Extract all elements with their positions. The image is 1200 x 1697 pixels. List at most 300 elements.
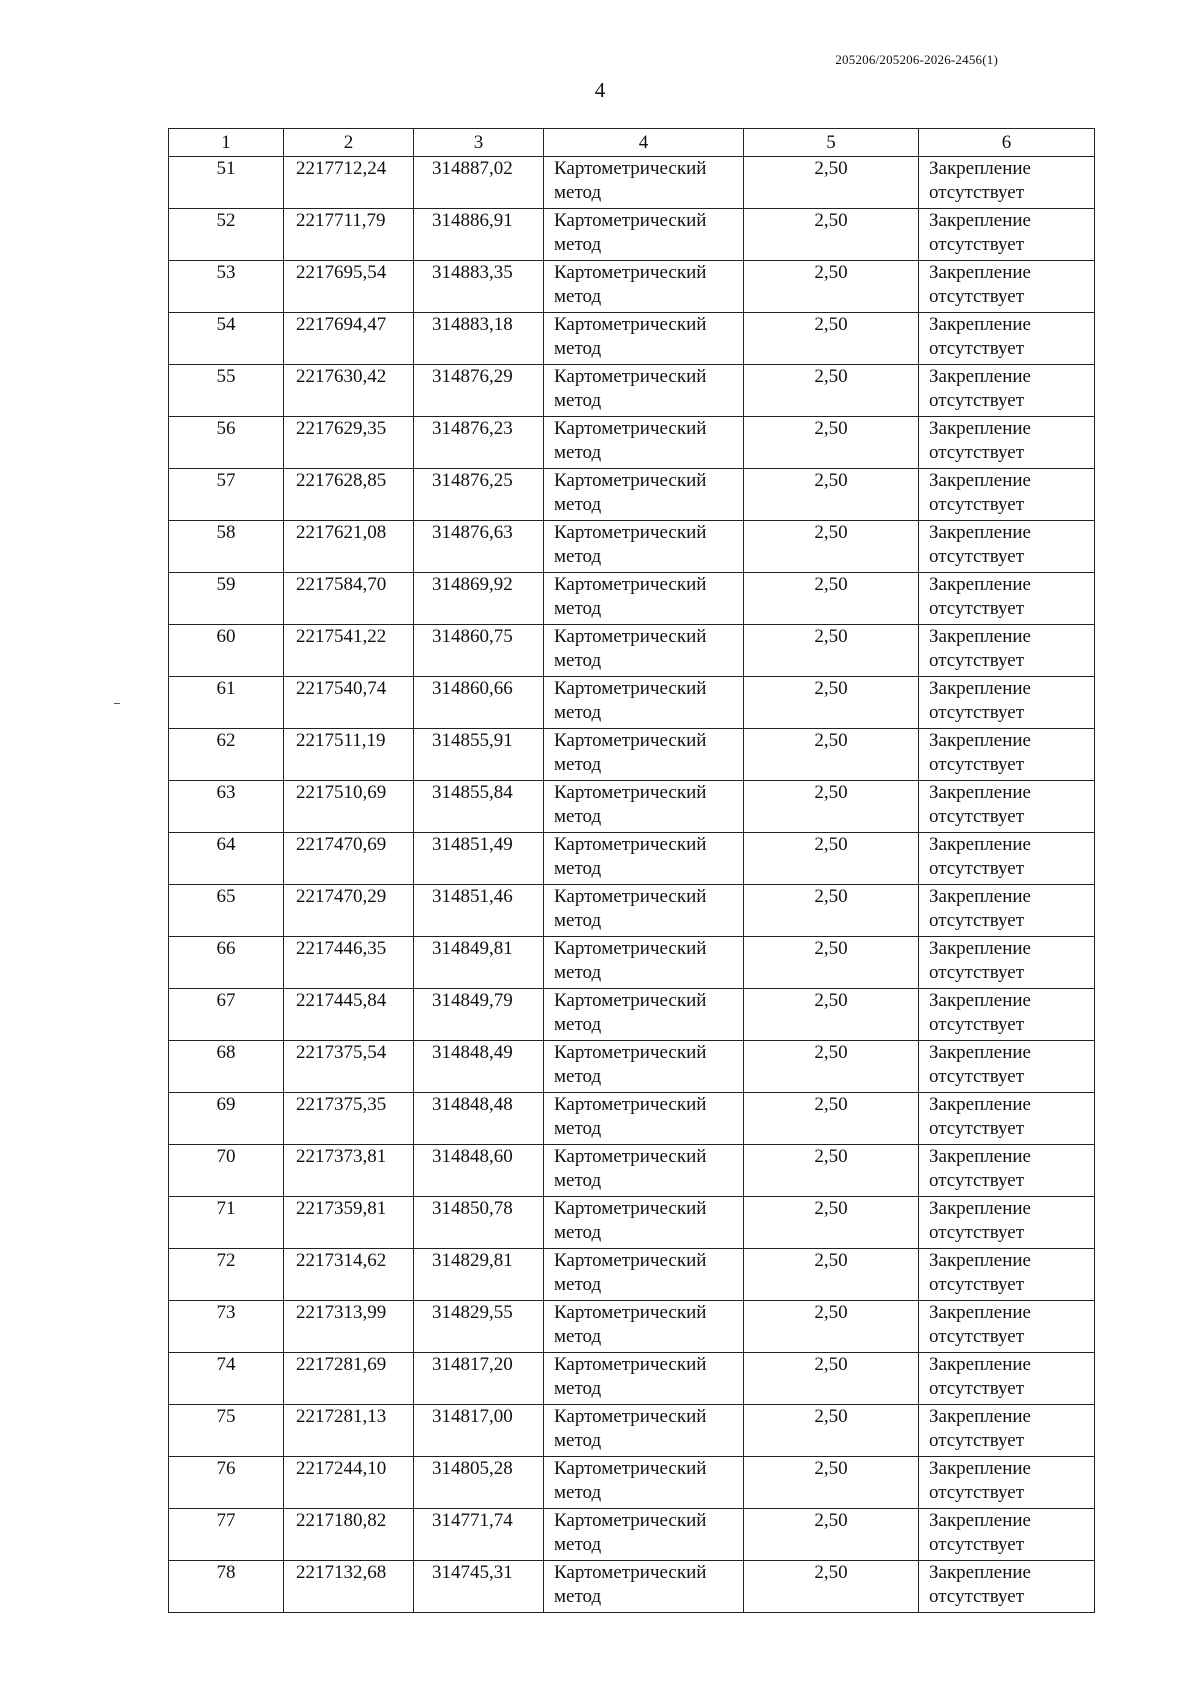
point-number-cell: 77 [169, 1509, 284, 1561]
coordinate-y-cell: 314869,92 [414, 573, 544, 625]
fixation-cell-line-2: отсутствует [929, 1482, 1025, 1503]
table-row [169, 1249, 1095, 1301]
point-number-cell: 61 [169, 677, 284, 729]
accuracy-cell: 2,50 [744, 885, 919, 937]
method-cell [544, 209, 744, 261]
method-cell-line-2: метод [554, 234, 602, 255]
point-number-cell: 68 [169, 1041, 284, 1093]
accuracy-cell: 2,50 [744, 313, 919, 365]
point-number-cell: 65 [169, 885, 284, 937]
fixation-cell-line-2: отсутствует [929, 182, 1025, 203]
method-cell [544, 1301, 744, 1353]
fixation-cell-line-2: отсутствует [929, 650, 1025, 671]
accuracy-cell: 2,50 [744, 625, 919, 677]
method-cell-line-1: Картометрический [554, 886, 707, 907]
table-row [169, 1353, 1095, 1405]
method-cell-line-2: метод [554, 650, 602, 671]
coordinate-x-cell: 2217628,85 [284, 469, 414, 521]
fixation-cell-line-2: отсутствует [929, 754, 1025, 775]
accuracy-cell: 2,50 [744, 1249, 919, 1301]
table-row [169, 417, 1095, 469]
column-header: 1 [169, 129, 284, 157]
accuracy-cell: 2,50 [744, 1197, 919, 1249]
column-header: 3 [414, 129, 544, 157]
method-cell [544, 157, 744, 209]
fixation-cell-line-2: отсутствует [929, 338, 1025, 359]
coordinate-y-cell: 314851,46 [414, 885, 544, 937]
method-cell [544, 313, 744, 365]
fixation-cell-line-1: Закрепление [929, 626, 1031, 647]
point-number-cell: 57 [169, 469, 284, 521]
coordinate-y-cell: 314876,63 [414, 521, 544, 573]
page-number: 4 [594, 78, 606, 102]
fixation-cell [919, 677, 1095, 729]
coordinate-x-cell: 2217359,81 [284, 1197, 414, 1249]
method-cell-line-2: метод [554, 1430, 602, 1451]
method-cell-line-1: Картометрический [554, 418, 707, 439]
fixation-cell [919, 1405, 1095, 1457]
point-number-cell: 58 [169, 521, 284, 573]
fixation-cell-line-1: Закрепление [929, 314, 1031, 335]
fixation-cell [919, 885, 1095, 937]
method-cell-line-2: метод [554, 598, 602, 619]
method-cell-line-2: метод [554, 1014, 602, 1035]
method-cell [544, 417, 744, 469]
method-cell-line-1: Картометрический [554, 1406, 707, 1427]
table-row [169, 521, 1095, 573]
method-cell-line-2: метод [554, 1274, 602, 1295]
fixation-cell-line-2: отсутствует [929, 598, 1025, 619]
fixation-cell [919, 1041, 1095, 1093]
fixation-cell [919, 1093, 1095, 1145]
accuracy-cell: 2,50 [744, 469, 919, 521]
table-row [169, 677, 1095, 729]
table-row [169, 365, 1095, 417]
accuracy-cell: 2,50 [744, 1353, 919, 1405]
method-cell [544, 1197, 744, 1249]
coordinate-x-cell: 2217511,19 [284, 729, 414, 781]
coordinate-y-cell: 314887,02 [414, 157, 544, 209]
coordinate-y-cell: 314848,60 [414, 1145, 544, 1197]
fixation-cell [919, 365, 1095, 417]
fixation-cell [919, 1301, 1095, 1353]
point-number-cell: 63 [169, 781, 284, 833]
method-cell-line-2: метод [554, 754, 602, 775]
method-cell-line-2: метод [554, 286, 602, 307]
method-cell-line-1: Картометрический [554, 626, 707, 647]
method-cell [544, 261, 744, 313]
fixation-cell-line-1: Закрепление [929, 1042, 1031, 1063]
fixation-cell-line-2: отсутствует [929, 858, 1025, 879]
method-cell [544, 781, 744, 833]
fixation-cell [919, 1509, 1095, 1561]
fixation-cell [919, 1249, 1095, 1301]
fixation-cell-line-2: отсутствует [929, 390, 1025, 411]
coordinate-y-cell: 314860,66 [414, 677, 544, 729]
fixation-cell [919, 573, 1095, 625]
fixation-cell-line-2: отсутствует [929, 1222, 1025, 1243]
margin-mark [114, 703, 120, 704]
method-cell-line-2: метод [554, 702, 602, 723]
point-number-cell: 74 [169, 1353, 284, 1405]
method-cell-line-2: метод [554, 1170, 602, 1191]
point-number-cell: 71 [169, 1197, 284, 1249]
point-number-cell: 59 [169, 573, 284, 625]
coordinate-y-cell: 314805,28 [414, 1457, 544, 1509]
method-cell-line-1: Картометрический [554, 834, 707, 855]
method-cell-line-1: Картометрический [554, 158, 707, 179]
method-cell-line-1: Картометрический [554, 366, 707, 387]
coordinate-y-cell: 314848,49 [414, 1041, 544, 1093]
coordinate-x-cell: 2217540,74 [284, 677, 414, 729]
coordinate-x-cell: 2217629,35 [284, 417, 414, 469]
accuracy-cell: 2,50 [744, 729, 919, 781]
method-cell [544, 885, 744, 937]
accuracy-cell: 2,50 [744, 209, 919, 261]
fixation-cell-line-2: отсутствует [929, 1274, 1025, 1295]
accuracy-cell: 2,50 [744, 573, 919, 625]
method-cell-line-2: метод [554, 338, 602, 359]
coordinate-x-cell: 2217281,13 [284, 1405, 414, 1457]
fixation-cell [919, 157, 1095, 209]
point-number-cell: 55 [169, 365, 284, 417]
fixation-cell-line-2: отсутствует [929, 1326, 1025, 1347]
fixation-cell-line-1: Закрепление [929, 678, 1031, 699]
fixation-cell-line-1: Закрепление [929, 158, 1031, 179]
fixation-cell [919, 781, 1095, 833]
column-header: 4 [544, 129, 744, 157]
table-row [169, 625, 1095, 677]
table-row [169, 1457, 1095, 1509]
point-number-cell: 53 [169, 261, 284, 313]
coordinate-x-cell: 2217711,79 [284, 209, 414, 261]
method-cell-line-1: Картометрический [554, 1250, 707, 1271]
accuracy-cell: 2,50 [744, 833, 919, 885]
fixation-cell-line-2: отсутствует [929, 234, 1025, 255]
table-row [169, 1093, 1095, 1145]
point-number-cell: 76 [169, 1457, 284, 1509]
coordinate-y-cell: 314851,49 [414, 833, 544, 885]
fixation-cell-line-1: Закрепление [929, 938, 1031, 959]
accuracy-cell: 2,50 [744, 1145, 919, 1197]
method-cell-line-1: Картометрический [554, 782, 707, 803]
method-cell-line-2: метод [554, 910, 602, 931]
coordinate-y-cell: 314849,81 [414, 937, 544, 989]
point-number-cell: 66 [169, 937, 284, 989]
accuracy-cell: 2,50 [744, 781, 919, 833]
fixation-cell-line-1: Закрепление [929, 262, 1031, 283]
method-cell-line-2: метод [554, 1118, 602, 1139]
fixation-cell-line-2: отсутствует [929, 546, 1025, 567]
point-number-cell: 54 [169, 313, 284, 365]
method-cell-line-1: Картометрический [554, 1094, 707, 1115]
fixation-cell-line-1: Закрепление [929, 1198, 1031, 1219]
coordinate-y-cell: 314876,29 [414, 365, 544, 417]
table-row [169, 1197, 1095, 1249]
accuracy-cell: 2,50 [744, 365, 919, 417]
method-cell [544, 1457, 744, 1509]
fixation-cell-line-2: отсутствует [929, 1170, 1025, 1191]
table-row [169, 469, 1095, 521]
fixation-cell-line-1: Закрепление [929, 418, 1031, 439]
coordinate-y-cell: 314886,91 [414, 209, 544, 261]
coordinate-y-cell: 314883,18 [414, 313, 544, 365]
method-cell-line-1: Картометрический [554, 470, 707, 491]
point-number-cell: 67 [169, 989, 284, 1041]
coordinate-y-cell: 314855,91 [414, 729, 544, 781]
coordinate-x-cell: 2217630,42 [284, 365, 414, 417]
method-cell-line-2: метод [554, 1326, 602, 1347]
method-cell-line-2: метод [554, 962, 602, 983]
fixation-cell-line-1: Закрепление [929, 730, 1031, 751]
table-row [169, 1405, 1095, 1457]
method-cell-line-1: Картометрический [554, 210, 707, 231]
point-number-cell: 73 [169, 1301, 284, 1353]
fixation-cell [919, 209, 1095, 261]
fixation-cell-line-2: отсутствует [929, 1014, 1025, 1035]
method-cell [544, 365, 744, 417]
method-cell [544, 677, 744, 729]
fixation-cell [919, 1561, 1095, 1613]
fixation-cell-line-1: Закрепление [929, 470, 1031, 491]
table-row [169, 1301, 1095, 1353]
fixation-cell-line-1: Закрепление [929, 1562, 1031, 1583]
fixation-cell [919, 1145, 1095, 1197]
coordinate-x-cell: 2217621,08 [284, 521, 414, 573]
coordinate-y-cell: 314817,20 [414, 1353, 544, 1405]
document-id: 205206/205206-2026-2456(1) [835, 52, 998, 67]
fixation-cell-line-1: Закрепление [929, 1458, 1031, 1479]
method-cell-line-1: Картометрический [554, 314, 707, 335]
method-cell-line-1: Картометрический [554, 1042, 707, 1063]
point-number-cell: 51 [169, 157, 284, 209]
table-row [169, 313, 1095, 365]
method-cell [544, 989, 744, 1041]
fixation-cell-line-2: отсутствует [929, 910, 1025, 931]
coordinate-y-cell: 314883,35 [414, 261, 544, 313]
accuracy-cell: 2,50 [744, 1301, 919, 1353]
accuracy-cell: 2,50 [744, 1093, 919, 1145]
coordinate-x-cell: 2217244,10 [284, 1457, 414, 1509]
table-row [169, 1145, 1095, 1197]
fixation-cell-line-2: отсутствует [929, 702, 1025, 723]
method-cell [544, 1561, 744, 1613]
fixation-cell-line-1: Закрепление [929, 1146, 1031, 1167]
accuracy-cell: 2,50 [744, 157, 919, 209]
point-number-cell: 64 [169, 833, 284, 885]
coordinate-y-cell: 314849,79 [414, 989, 544, 1041]
accuracy-cell: 2,50 [744, 1457, 919, 1509]
fixation-cell-line-1: Закрепление [929, 886, 1031, 907]
table-row [169, 573, 1095, 625]
fixation-cell [919, 469, 1095, 521]
method-cell-line-2: метод [554, 1482, 602, 1503]
column-header: 2 [284, 129, 414, 157]
method-cell [544, 1249, 744, 1301]
fixation-cell-line-2: отсутствует [929, 442, 1025, 463]
column-header: 6 [919, 129, 1095, 157]
fixation-cell [919, 937, 1095, 989]
point-number-cell: 78 [169, 1561, 284, 1613]
coordinate-x-cell: 2217281,69 [284, 1353, 414, 1405]
method-cell [544, 729, 744, 781]
coordinate-x-cell: 2217313,99 [284, 1301, 414, 1353]
point-number-cell: 69 [169, 1093, 284, 1145]
method-cell [544, 521, 744, 573]
fixation-cell-line-1: Закрепление [929, 1510, 1031, 1531]
method-cell [544, 625, 744, 677]
coordinate-y-cell: 314855,84 [414, 781, 544, 833]
method-cell-line-1: Картометрический [554, 990, 707, 1011]
coordinate-x-cell: 2217584,70 [284, 573, 414, 625]
method-cell-line-1: Картометрический [554, 262, 707, 283]
point-number-cell: 70 [169, 1145, 284, 1197]
fixation-cell-line-2: отсутствует [929, 1586, 1025, 1607]
method-cell-line-1: Картометрический [554, 1146, 707, 1167]
table-row [169, 937, 1095, 989]
fixation-cell-line-2: отсутствует [929, 1066, 1025, 1087]
method-cell [544, 1353, 744, 1405]
coordinate-y-cell: 314876,25 [414, 469, 544, 521]
table-row [169, 833, 1095, 885]
method-cell-line-1: Картометрический [554, 1562, 707, 1583]
coordinate-x-cell: 2217446,35 [284, 937, 414, 989]
table-row [169, 989, 1095, 1041]
coordinate-y-cell: 314876,23 [414, 417, 544, 469]
method-cell-line-2: метод [554, 546, 602, 567]
method-cell-line-1: Картометрический [554, 522, 707, 543]
fixation-cell-line-2: отсутствует [929, 1118, 1025, 1139]
coordinate-y-cell: 314860,75 [414, 625, 544, 677]
method-cell-line-1: Картометрический [554, 730, 707, 751]
fixation-cell-line-2: отсутствует [929, 1534, 1025, 1555]
fixation-cell [919, 417, 1095, 469]
method-cell-line-2: метод [554, 806, 602, 827]
fixation-cell [919, 1457, 1095, 1509]
method-cell-line-1: Картометрический [554, 1302, 707, 1323]
table-row [169, 1041, 1095, 1093]
accuracy-cell: 2,50 [744, 1509, 919, 1561]
coordinate-x-cell: 2217694,47 [284, 313, 414, 365]
coordinate-y-cell: 314829,81 [414, 1249, 544, 1301]
table-row [169, 261, 1095, 313]
fixation-cell-line-1: Закрепление [929, 1250, 1031, 1271]
method-cell-line-1: Картометрический [554, 678, 707, 699]
method-cell-line-1: Картометрический [554, 1354, 707, 1375]
fixation-cell-line-2: отсутствует [929, 494, 1025, 515]
method-cell-line-2: метод [554, 1534, 602, 1555]
coordinate-x-cell: 2217373,81 [284, 1145, 414, 1197]
fixation-cell-line-2: отсутствует [929, 1378, 1025, 1399]
coordinate-x-cell: 2217375,35 [284, 1093, 414, 1145]
fixation-cell-line-2: отсутствует [929, 286, 1025, 307]
accuracy-cell: 2,50 [744, 1041, 919, 1093]
accuracy-cell: 2,50 [744, 521, 919, 573]
coordinate-x-cell: 2217445,84 [284, 989, 414, 1041]
coordinate-y-cell: 314848,48 [414, 1093, 544, 1145]
column-header: 5 [744, 129, 919, 157]
method-cell [544, 937, 744, 989]
fixation-cell-line-1: Закрепление [929, 574, 1031, 595]
method-cell-line-2: метод [554, 1378, 602, 1399]
fixation-cell-line-1: Закрепление [929, 210, 1031, 231]
table-row [169, 781, 1095, 833]
fixation-cell [919, 1197, 1095, 1249]
fixation-cell [919, 261, 1095, 313]
coordinate-x-cell: 2217314,62 [284, 1249, 414, 1301]
fixation-cell-line-1: Закрепление [929, 1094, 1031, 1115]
accuracy-cell: 2,50 [744, 417, 919, 469]
fixation-cell-line-1: Закрепление [929, 990, 1031, 1011]
accuracy-cell: 2,50 [744, 989, 919, 1041]
fixation-cell [919, 989, 1095, 1041]
fixation-cell-line-1: Закрепление [929, 782, 1031, 803]
table-row [169, 157, 1095, 209]
coordinate-y-cell: 314771,74 [414, 1509, 544, 1561]
fixation-cell [919, 1353, 1095, 1405]
fixation-cell-line-1: Закрепление [929, 834, 1031, 855]
coordinate-y-cell: 314850,78 [414, 1197, 544, 1249]
method-cell-line-2: метод [554, 858, 602, 879]
fixation-cell [919, 313, 1095, 365]
coordinate-x-cell: 2217541,22 [284, 625, 414, 677]
method-cell-line-1: Картометрический [554, 1510, 707, 1531]
point-number-cell: 72 [169, 1249, 284, 1301]
fixation-cell [919, 625, 1095, 677]
fixation-cell-line-2: отсутствует [929, 962, 1025, 983]
fixation-cell-line-2: отсутствует [929, 1430, 1025, 1451]
accuracy-cell: 2,50 [744, 677, 919, 729]
coordinate-x-cell: 2217180,82 [284, 1509, 414, 1561]
method-cell-line-2: метод [554, 1066, 602, 1087]
point-number-cell: 56 [169, 417, 284, 469]
table-row [169, 729, 1095, 781]
method-cell-line-2: метод [554, 442, 602, 463]
fixation-cell-line-1: Закрепление [929, 1406, 1031, 1427]
method-cell [544, 1041, 744, 1093]
point-number-cell: 52 [169, 209, 284, 261]
accuracy-cell: 2,50 [744, 937, 919, 989]
fixation-cell-line-1: Закрепление [929, 1302, 1031, 1323]
method-cell-line-1: Картометрический [554, 574, 707, 595]
method-cell-line-2: метод [554, 1586, 602, 1607]
fixation-cell-line-1: Закрепление [929, 522, 1031, 543]
method-cell [544, 469, 744, 521]
fixation-cell [919, 833, 1095, 885]
method-cell-line-2: метод [554, 494, 602, 515]
accuracy-cell: 2,50 [744, 1405, 919, 1457]
coordinate-y-cell: 314817,00 [414, 1405, 544, 1457]
point-number-cell: 75 [169, 1405, 284, 1457]
method-cell-line-1: Картометрический [554, 1458, 707, 1479]
fixation-cell-line-2: отсутствует [929, 806, 1025, 827]
table-row [169, 209, 1095, 261]
coordinate-y-cell: 314829,55 [414, 1301, 544, 1353]
table-row [169, 885, 1095, 937]
accuracy-cell: 2,50 [744, 261, 919, 313]
coordinates-table [168, 128, 1095, 1613]
coordinate-x-cell: 2217132,68 [284, 1561, 414, 1613]
point-number-cell: 62 [169, 729, 284, 781]
coordinate-y-cell: 314745,31 [414, 1561, 544, 1613]
coordinate-x-cell: 2217470,29 [284, 885, 414, 937]
method-cell-line-1: Картометрический [554, 1198, 707, 1219]
method-cell [544, 833, 744, 885]
method-cell [544, 573, 744, 625]
method-cell-line-2: метод [554, 182, 602, 203]
table-row [169, 1561, 1095, 1613]
accuracy-cell: 2,50 [744, 1561, 919, 1613]
